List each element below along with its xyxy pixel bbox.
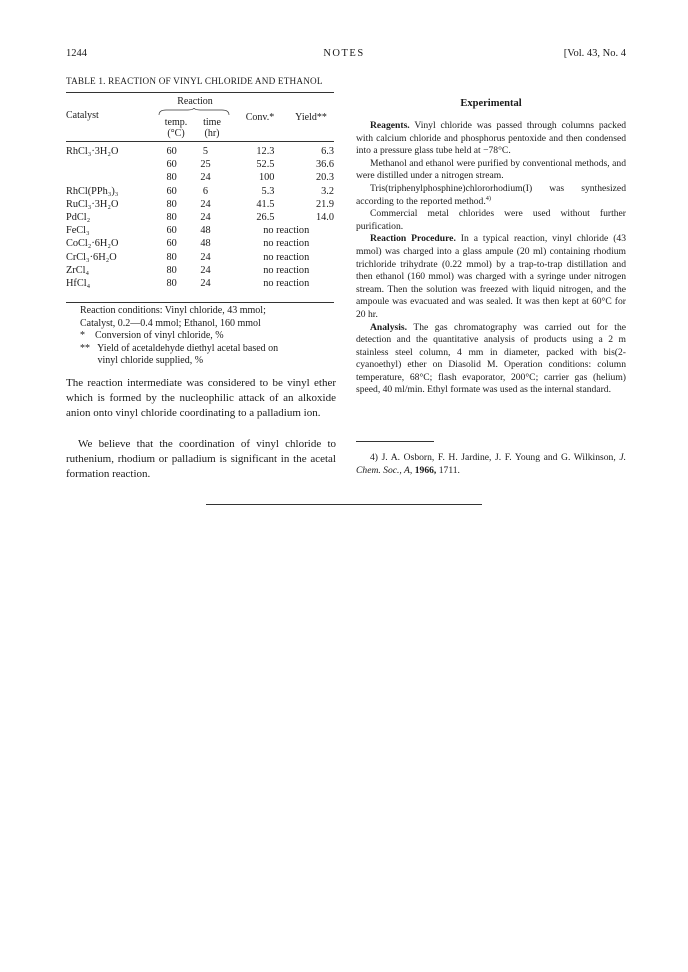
cell-catalyst: ZrCl₄ — [66, 264, 90, 276]
header-conv: Conv.* — [245, 112, 275, 123]
cell-catalyst: RuCl₃·3H₂O — [66, 198, 119, 210]
procedure-paragraph — [356, 233, 626, 321]
cell-time: 5 — [202, 146, 209, 157]
cell-catalyst: HfCl₄ — [66, 278, 91, 290]
cell-temp: 80 — [166, 278, 177, 290]
cell-conv: 26.5 — [256, 212, 275, 224]
cell-temp: 80 — [166, 251, 177, 263]
note-yield: ** Yield of acetaldehyde diethyl acetal based on — [80, 342, 279, 354]
reagents-heading: Reagents. — [370, 120, 410, 131]
cell-catalyst: PdCl₂ — [66, 212, 91, 224]
cell-temp: 80 — [166, 212, 177, 224]
analysis-paragraph — [356, 322, 626, 398]
cell-conv: 5.3 — [261, 185, 275, 197]
cell-catalyst: CoCl₂·6H₂O — [66, 238, 119, 250]
reaction-brace — [158, 108, 230, 116]
note-conversion: * Conversion of vinyl chloride, % — [80, 330, 224, 342]
rhodium-complex-text: Tris(triphenylphosphine)chlororhodium(I) was synthesized according to the reported method. — [356, 182, 626, 207]
cell-catalyst: RhCl₃·3H₂O — [66, 146, 119, 157]
cell-temp: 60 — [166, 185, 177, 197]
header-reaction: Reaction — [177, 96, 213, 107]
table-row — [66, 277, 334, 290]
cell-yield: 6.3 — [321, 146, 334, 157]
note-conditions: Reaction conditions: Vinyl chloride, 43 mmol; — [80, 305, 266, 316]
procedure-heading: Reaction Procedure. — [370, 233, 456, 245]
table-row — [66, 251, 334, 264]
cell-conv: 41.5 — [256, 198, 275, 210]
footnote-rule — [356, 441, 434, 442]
reagents-paragraph — [356, 120, 626, 158]
header-temp-unit: (°C) — [167, 128, 185, 139]
cell-time: 24 — [200, 172, 211, 184]
cell-conv: no reaction — [263, 251, 310, 263]
cell-temp: 80 — [166, 264, 177, 276]
experimental-body — [356, 120, 626, 397]
cell-conv: 12.3 — [256, 146, 275, 157]
table-top-rule — [66, 92, 334, 93]
reagents-text: Vinyl chloride was passed through columns packed with calcium chloride and phosphorus pentoxide and then condensed into a pressure glass tube held at −78°C. — [356, 120, 626, 157]
cell-catalyst: FeCl₃ — [66, 225, 90, 237]
procedure-text: In a typical reaction, vinyl chloride (43 mmol) was charged into a glass ampule (20 ml) containing rhodium trichloride trihydrate (0.22 mmol) by a trap-to-trap distillation and then ethanol (160 mmol) was charged with a syringe under nitrogen stream. Then the solution was freezed with liquid nitrogen, and the ampoule was evacuated and was sealed. It was then kept at 60°C for 20 hr. — [356, 233, 626, 320]
cell-time: 48 — [200, 238, 211, 250]
cell-time: 24 — [200, 198, 211, 210]
table-row — [66, 185, 334, 198]
header-temp: temp. — [164, 117, 188, 128]
analysis-text: The gas chromatography was carried out for the detection and the quantitative analysis of products using a 2 m stainless steel column, 4 mm in diameter, packed with bis(2-cyanoethyl) ether on Diasolid M. Operation conditions: column temperature, 68°C; flash evaporator, 200°C; carrier gas (helium) speed, 40 ml/min. Ethyl formate was used as the internal standard. — [356, 321, 626, 396]
cell-temp: 60 — [166, 159, 177, 171]
page-number: 1244 — [66, 48, 87, 59]
footnote-number: 4) — [370, 452, 378, 463]
cell-yield: 21.9 — [315, 198, 334, 210]
section-title: NOTES — [323, 48, 365, 59]
note-yield-cont: vinyl chloride supplied, % — [80, 355, 204, 367]
table-row — [66, 145, 334, 158]
cell-yield: 3.2 — [321, 185, 334, 197]
cell-conv: no reaction — [263, 278, 310, 290]
cell-temp: 60 — [166, 146, 177, 157]
footnote-entry — [356, 452, 626, 477]
cell-conv: 52.5 — [256, 159, 275, 171]
cell-conv: 100 — [258, 172, 275, 184]
cell-temp: 80 — [166, 198, 177, 210]
cell-catalyst: CrCl₃·6H₂O — [66, 251, 117, 263]
cell-catalyst: RhCl(PPh₃)₃ — [66, 185, 119, 197]
cell-yield: 36.6 — [315, 159, 334, 171]
table-row — [66, 198, 334, 211]
footnote-authors: J. A. Osborn, F. H. Jardine, J. F. Young and G. Wilkinson, — [381, 452, 616, 463]
cell-time: 48 — [200, 225, 211, 237]
table-caption: TABLE 1. REACTION OF VINYL CHLORIDE AND ETHANOL — [66, 76, 323, 86]
cell-conv: no reaction — [263, 238, 310, 250]
table-row — [66, 158, 334, 171]
cell-catalyst — [66, 158, 155, 171]
table-row — [66, 237, 334, 250]
volume-info: [Vol. 43, No. 4 — [563, 48, 626, 59]
cell-temp: 60 — [166, 238, 177, 250]
header-time-unit: (hr) — [204, 128, 220, 139]
table-head-rule — [66, 141, 334, 142]
end-rule — [206, 504, 482, 505]
cell-temp: 60 — [166, 225, 177, 237]
cell-time: 25 — [200, 159, 211, 171]
experimental-heading: Experimental — [460, 98, 522, 109]
table-row — [66, 171, 334, 184]
rhodium-complex-paragraph — [356, 183, 626, 208]
cell-yield: 14.0 — [315, 212, 334, 224]
cell-temp: 80 — [166, 172, 177, 184]
table-bottom-rule — [66, 302, 334, 303]
cell-time: 24 — [200, 264, 211, 276]
cell-time: 24 — [200, 251, 211, 263]
cell-yield: 20.3 — [315, 172, 334, 184]
reference-marker: 4) — [485, 194, 491, 202]
left-paragraph-1: The reaction intermediate was considered to be vinyl ether which is formed by the nucleophilic attack of an alkoxide anion onto vinyl chloride coordinating to a palladium ion. — [66, 377, 336, 420]
table-notes — [80, 305, 338, 368]
cell-time: 24 — [200, 278, 211, 290]
header-catalyst: Catalyst — [66, 110, 99, 121]
metal-chlorides-paragraph: Commercial metal chlorides were used without further purification. — [356, 208, 626, 232]
footnote — [356, 452, 626, 477]
table-row — [66, 224, 334, 237]
header-time: time — [203, 117, 221, 128]
cell-conv: no reaction — [263, 264, 310, 276]
left-paragraph-2: We believe that the coordination of vinyl chloride to ruthenium, rhodium or palladium is significant in the acetal formation reaction. — [66, 438, 336, 481]
footnote-journal: J. Chem. Soc., A, — [356, 452, 626, 476]
cell-time: 6 — [202, 185, 209, 197]
note-catalyst: Catalyst, 0.2—0.4 mmol; Ethanol, 160 mmol — [80, 317, 261, 329]
reaction-table — [66, 145, 334, 290]
cell-time: 24 — [200, 212, 211, 224]
cell-conv: no reaction — [263, 225, 310, 237]
footnote-year: 1966, — [414, 464, 437, 476]
footnote-pages: 1711. — [438, 464, 460, 476]
header-yield: Yield** — [295, 112, 327, 123]
table-row — [66, 211, 334, 224]
analysis-heading: Analysis. — [370, 321, 408, 333]
table-row — [66, 264, 334, 277]
cell-catalyst — [66, 171, 155, 184]
purification-paragraph: Methanol and ethanol were purified by conventional methods, and were distilled under a nitrogen stream. — [356, 157, 626, 182]
